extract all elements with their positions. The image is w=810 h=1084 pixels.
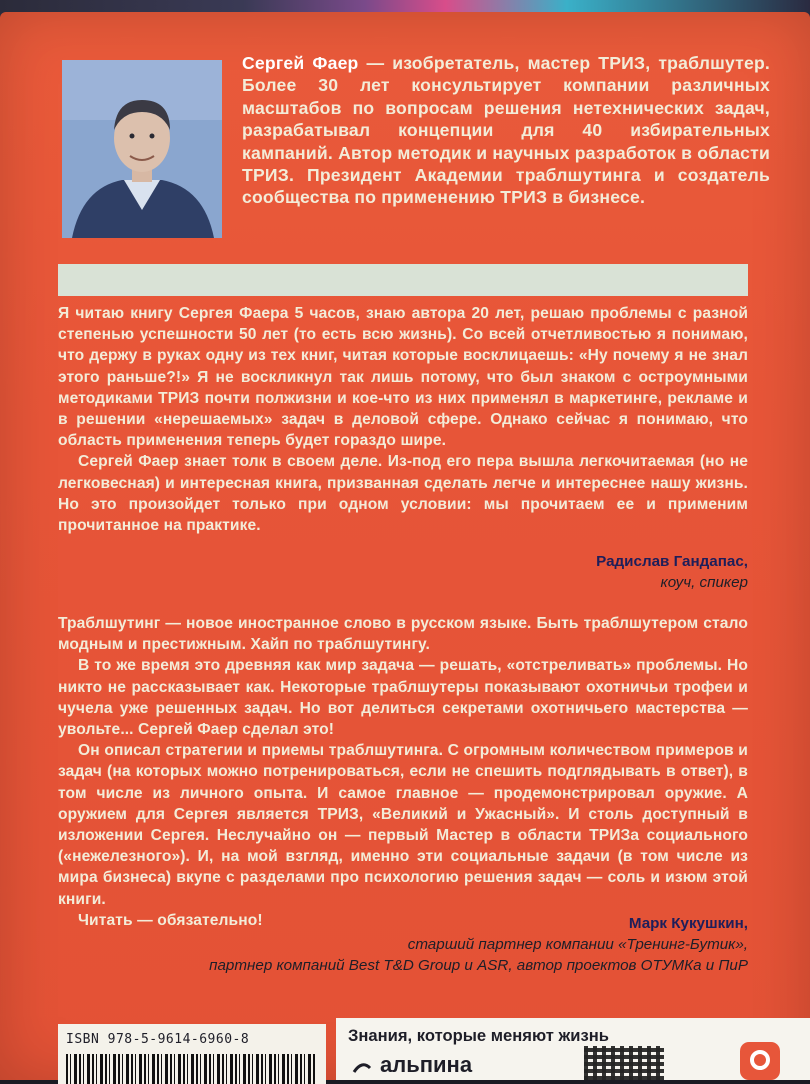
review-kukushkin-paragraph-1: Траблшутинг — новое иностранное слово в русском языке. Быть траблшутером стало модным и престижным. Хайп по траблшутингу. [58, 615, 748, 654]
author-bio [242, 52, 770, 209]
review-kukushkin-signature [209, 913, 748, 976]
publisher-slogan: Знания, которые меняют жизнь [348, 1026, 609, 1045]
isbn-block [58, 1024, 326, 1084]
review-kukushkin-paragraph-2: В то же время это древняя как мир задача — решать, «отстреливать» проблемы. Но никто не рассказывает как. Некоторые траблшутеры показывают охотничьи трофеи и чучела уже решенных задач. Но вот делиться секретами охотничьего мастерства — увольте... Сергей Фаер сделал это! [58, 657, 748, 739]
author-bio-text: — изобретатель, мастер ТРИЗ, траблшутер. Более 30 лет консультирует компании различных масштабов по вопросам решения нетехнических задач, разрабатывал концепции для 40 избирательных кампаний. Автор методик и научных разработок в области ТРИЗ. Президент Академии траблшутинга и создатель сообщества по применению ТРИЗ в бизнесе. [242, 53, 770, 208]
author-name: Сергей Фаер [242, 53, 359, 73]
review-gandapas [58, 303, 748, 536]
review-kukushkin [58, 613, 748, 931]
publisher-logo-text: альпина [380, 1052, 473, 1077]
reviewer-name: Марк Кукушкин, [628, 915, 748, 932]
review-kukushkin-paragraph-3: Он описал стратегии и приемы траблшутинга. С огромным количеством примеров и задач (на которых можно потренироваться, если не спешить подглядывать в ответ), в том числе из личного опыта. И самое главное — продемонстрировал оружие. А оружием для Сергея является ТРИЗ, «Великий и Ужасный». И столь доступный в изложении Сергея. Неслучайно он — первый Мастер в области ТРИЗа социального («нежелезного»). И, на мой взгляд, именно эти социальные задачи (в том числе из мира бизнеса) вкупе с разделами про психологию решения задач — соль и изюм этой книги. [58, 742, 748, 908]
author-portrait-icon [62, 60, 222, 238]
reviewer-role: коуч, спикер [660, 574, 748, 591]
review-kukushkin-paragraph-4: Читать — обязательно! [78, 911, 263, 929]
review-gandapas-paragraph-2: Сергей Фаер знает толк в своем деле. Из-под его пера вышла легкочитаемая (но не легковесная) и интересная книга, призванная сделать легче и интереснее нашу жизнь. Но это произойдет только при одном условии: мы прочитаем ее и применим прочитанное на практике. [58, 453, 748, 535]
review-gandapas-paragraph-1: Я читаю книгу Сергея Фаера 5 часов, знаю автора 20 лет, решаю проблемы с разной степенью успешности 50 лет (то есть всю жизнь). Со всей отчетливостью я понимаю, что держу в руках одну из тех книг, читая которые восклицаешь: «Ну почему я не знал этого раньше?!» Я не воскликнул так лишь потому, что был знаком с остроумными методиками ТРИЗ почти полжизни и кое-что из них применял в маркетинге, рекламе и в решении «нерешаемых» задач в деловой сфере. Однако сейчас я понимаю, что область применения теперь будет гораздо шире. [58, 305, 748, 450]
author-photo [62, 60, 222, 238]
publisher-app-icon [740, 1042, 780, 1080]
review-gandapas-signature [596, 551, 748, 593]
qr-code-icon [584, 1046, 664, 1080]
reviewer-role-2: партнер компаний Best T&D Group и ASR, автор проектов ОТУМКа и ПиР [209, 957, 748, 974]
reviewer-name: Радислав Гандапас, [596, 553, 748, 570]
divider-band [58, 264, 748, 296]
reviewer-role-1: старший партнер компании «Тренинг-Бутик», [407, 936, 748, 953]
isbn-text: ISBN 978-5-9614-6960-8 [66, 1032, 250, 1047]
